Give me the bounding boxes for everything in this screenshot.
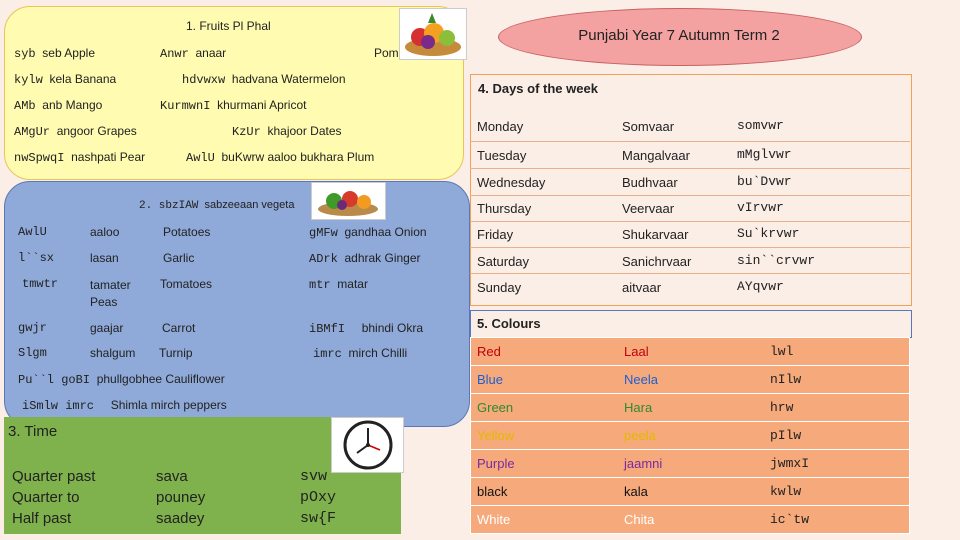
day-english: Sunday	[477, 280, 522, 295]
day-punjabi: somvwr	[737, 118, 784, 133]
colour-row	[470, 505, 910, 534]
vegetable-row: iSmlw imrc Shimla mirch peppers	[22, 398, 227, 413]
days-table	[470, 74, 912, 306]
fruit-row: nwSpwqI nashpati Pear	[14, 150, 146, 165]
vegetable-row: iBMfI bhindi Okra	[309, 321, 424, 336]
colour-punjabi: pIlw	[770, 428, 802, 443]
fruit-row: KurmwnI khurmani Apricot	[160, 98, 307, 113]
day-english: Tuesday	[477, 148, 527, 163]
fruit-row: Anwr anaar	[160, 46, 227, 61]
day-english: Wednesday	[477, 175, 546, 190]
day-punjabi: vIrvwr	[737, 200, 784, 215]
vegetable-row: imrc mirch Chilli	[313, 346, 408, 361]
time-punjabi-column	[300, 466, 336, 529]
vegetables-image	[311, 182, 386, 220]
colour-row	[470, 337, 910, 366]
day-roman: Budhvaar	[622, 175, 678, 190]
colour-roman: Chita	[624, 512, 655, 527]
time-punjabi: pOxy	[300, 489, 337, 506]
time-roman: saadey	[156, 510, 205, 527]
colour-punjabi: kwlw	[770, 484, 802, 499]
colour-english: White	[477, 512, 511, 527]
colour-roman: Hara	[624, 400, 653, 415]
day-english: Friday	[477, 227, 514, 242]
day-punjabi: bu`Dvwr	[737, 174, 792, 189]
day-punjabi: AYqvwr	[737, 279, 784, 294]
vegetable-row: Pu``l goBI phullgobhee Cauliflower	[18, 372, 225, 387]
day-roman: Veervaar	[622, 201, 675, 216]
day-english: Saturday	[477, 254, 530, 269]
colour-roman: jaamni	[624, 456, 663, 471]
colour-punjabi: jwmxI	[770, 456, 810, 471]
day-roman: aitvaar	[622, 280, 662, 295]
colour-punjabi: lwl	[770, 344, 794, 359]
vegetable-row: AwlU aaloo Potatoes	[18, 225, 211, 239]
day-roman: Somvaar	[622, 119, 675, 134]
fruit-row: KzUr khajoor Dates	[232, 124, 342, 139]
time-punjabi: sw{F	[300, 510, 337, 527]
time-english: Half past	[12, 510, 72, 527]
day-punjabi: Su`krvwr	[737, 226, 800, 241]
day-punjabi: mMglvwr	[737, 147, 792, 162]
page-title: Punjabi Year 7 Autumn Term 2	[578, 27, 780, 44]
colour-english: Purple	[477, 456, 515, 471]
vegetable-row: mtr matar	[309, 277, 368, 292]
colour-row	[470, 449, 910, 478]
day-english: Thursday	[477, 201, 532, 216]
vegetable-row: ADrk adhrak Ginger	[309, 251, 421, 266]
vegetable-row: l``sx lasan Garlic	[18, 251, 195, 265]
time-roman: sava	[156, 468, 188, 485]
day-roman: Sanichrvaar	[622, 254, 692, 269]
colour-punjabi: nIlw	[770, 372, 802, 387]
time-heading: 3. Time	[8, 423, 58, 440]
vegetable-row: gwjr gaajar Carrot	[18, 321, 196, 335]
colour-english: Red	[477, 344, 501, 359]
colour-english: Yellow	[477, 428, 515, 443]
day-roman: Mangalvaar	[622, 148, 690, 163]
colour-roman: Neela	[624, 372, 658, 387]
fruit-row: AMb anb Mango	[14, 98, 103, 113]
fruit-pome-text: Pom	[374, 46, 399, 60]
colour-english: Green	[477, 400, 514, 415]
vegetables-heading: 2. sbzIAW sabzeeaan vegeta	[139, 199, 295, 212]
colour-punjabi: ic`tw	[770, 512, 810, 527]
time-english: Quarter past	[12, 468, 96, 485]
colour-roman: Laal	[624, 344, 649, 359]
fruit-bowl-image	[399, 8, 467, 60]
colour-roman: peela	[624, 428, 656, 443]
time-roman-column	[156, 466, 205, 529]
vegetable-row: tmwtr tamater Peas Tomatoes	[22, 277, 213, 309]
fruit-row: hdvwxw hadvana Watermelon	[182, 72, 346, 87]
time-punjabi: svw	[300, 468, 328, 485]
colour-english: Blue	[477, 372, 504, 387]
time-english: Quarter to	[12, 489, 80, 506]
fruit-row: AMgUr angoor Grapes	[14, 124, 137, 139]
clock-icon	[331, 417, 404, 473]
colours-heading: 5. Colours	[477, 316, 541, 331]
days-heading: 4. Days of the week	[478, 81, 598, 96]
fruit-row: kylw kela Banana	[14, 72, 117, 87]
vegetable-row: gMFw gandhaa Onion	[309, 225, 427, 240]
colour-row	[470, 393, 910, 422]
fruit-row: AwlU buKwrw aaloo bukhara Plum	[186, 150, 375, 165]
colour-row	[470, 365, 910, 394]
time-roman: pouney	[156, 489, 206, 506]
day-roman: Shukarvaar	[622, 227, 689, 242]
colour-row	[470, 477, 910, 506]
time-english-column	[12, 466, 95, 529]
day-punjabi: sin``crvwr	[737, 253, 816, 268]
day-english: Monday	[477, 119, 524, 134]
vegetable-row: Slgm shalgum Turnip	[18, 346, 193, 360]
colour-punjabi: hrw	[770, 400, 794, 415]
fruit-row: syb seb Apple	[14, 46, 95, 61]
colour-roman: kala	[624, 484, 648, 499]
colour-english: black	[477, 484, 508, 499]
colour-row	[470, 421, 910, 450]
fruits-heading: 1. Fruits Pl Phal	[186, 19, 271, 33]
